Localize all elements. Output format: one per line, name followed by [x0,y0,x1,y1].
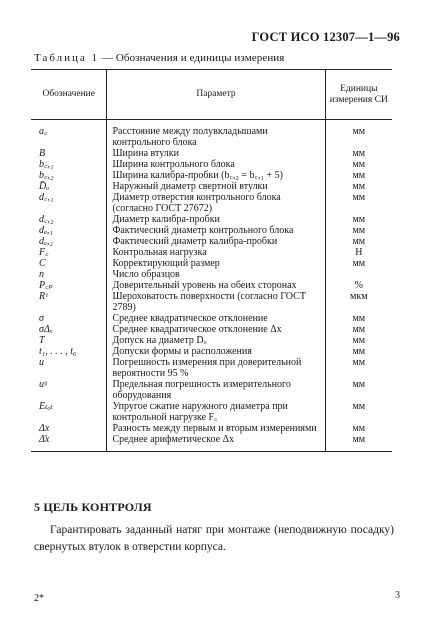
row-parameter: Шероховатость поверхности (согласно ГОСТ 2789) [107,291,325,313]
row-unit: мм [325,214,392,225]
row-unit: мм [325,159,392,170]
row-symbol: D̄ₒ [39,181,50,192]
row-symbol: B [39,148,46,159]
row-unit: мм [325,423,392,434]
table-row [31,434,392,452]
table-row [31,401,392,423]
page-number: 3 [395,590,400,601]
row-parameter: Диаметр отверстия контрольного блока (согласно ГОСТ 27672) [107,192,325,214]
row-parameter: Среднее арифметическое Δx [107,434,325,452]
table-row [31,159,392,170]
row-symbol: uᵍ [39,379,47,390]
row-symbol: F꜀ [39,247,49,258]
table-row [31,269,392,280]
row-parameter: Наружный диаметр свертной втулки [107,181,325,192]
row-unit: мкм [325,291,392,313]
row-parameter: Контрольная нагрузка [107,247,325,258]
row-unit: мм [325,225,392,236]
table-row [31,247,392,258]
column-header-symbol: Обозначение [31,70,107,120]
row-symbol: b꜀,₁ [39,159,54,170]
row-parameter: Ширина втулки [107,148,325,159]
table-row [31,258,392,269]
table-row [31,280,392,291]
table-row [31,379,392,401]
row-unit: мм [325,181,392,192]
row-symbol: Δx [39,423,50,434]
table-row [31,346,392,357]
row-symbol: T [39,335,45,346]
row-unit: мм [325,346,392,357]
row-parameter: Фактический диаметр калибра-пробки [107,236,325,247]
table-row [31,225,392,236]
section-title: 5 ЦЕЛЬ КОНТРОЛЯ [34,500,152,514]
section-body: Гарантировать заданный натяг при монтаже (неподвижную посадку) свернутых втулок в отверстии корпуса. [34,524,394,553]
table-row [31,181,392,192]
row-unit: мм [325,401,392,423]
footer-mark: 2* [34,593,44,604]
row-symbol: P꜀ₚ [39,280,53,291]
symbols-table [31,69,392,452]
table-caption-title: — Обозначения и единицы измерения [99,52,285,64]
column-header-units: Единицы измерения СИ [325,70,392,120]
row-symbol: b꜀,₂ [39,170,54,181]
table-header-row [31,70,392,120]
table-row [31,148,392,159]
table-row [31,324,392,335]
row-parameter: Допуск на диаметр Dₒ [107,335,325,346]
row-parameter: Ширина контрольного блока [107,159,325,170]
row-symbol: σ [39,313,44,324]
table-row [31,170,392,181]
row-unit [325,269,392,280]
row-symbol: σΔₓ [39,324,53,335]
row-symbol: Δ̄x [31,434,107,452]
table-row [31,236,392,247]
row-parameter: Ширина калибра-пробки (b꜀,₂ = b꜀,₁ + 5) [107,170,325,181]
row-symbol: n [39,269,44,280]
row-symbol: dₐ,₂ [39,236,53,247]
row-parameter: Корректирующий размер [107,258,325,269]
row-symbol: C [39,258,46,269]
row-symbol: Rᶻ [39,291,48,302]
row-symbol: t₁, . . . , t₆ [39,346,77,357]
table-row [31,192,392,214]
row-unit: мм [325,379,392,401]
row-symbol: u [39,357,44,368]
row-unit: мм [325,313,392,324]
row-parameter: Разность между первым и вторым измерениями [107,423,325,434]
row-symbol: Eₜₒₜ [39,401,53,412]
table-row [31,357,392,379]
row-unit: мм [325,324,392,335]
row-parameter: Допуски формы и расположения [107,346,325,357]
row-symbol: d꜀,₂ [39,214,54,225]
table-row [31,214,392,225]
row-parameter: Среднее квадратическое отклонение [107,313,325,324]
row-unit: мм [325,434,392,452]
table-row [31,291,392,313]
row-unit: % [325,280,392,291]
table-row [31,423,392,434]
row-unit: мм [325,192,392,214]
row-parameter: Погрешность измерения при доверительной вероятности 95 % [107,357,325,379]
table-body [31,120,392,452]
row-unit: мм [325,170,392,181]
column-header-parameter: Параметр [107,70,325,120]
row-symbol: a꜀ [39,126,48,137]
row-parameter: Упругое сжатие наружного диаметра при контрольной нагрузке F꜀ [107,401,325,423]
row-unit: мм [325,236,392,247]
row-parameter: Доверительный уровень на обеих сторонах [107,280,325,291]
row-unit: мм [325,120,392,149]
row-parameter: Число образцов [107,269,325,280]
row-symbol: dₐ,₁ [39,225,53,236]
row-symbol: d꜀,₁ [39,192,54,203]
row-unit: мм [325,357,392,379]
table-caption [34,52,284,64]
table-caption-number: Таблица 1 [34,52,100,64]
row-parameter: Фактический диаметр контрольного блока [107,225,325,236]
row-unit: мм [325,335,392,346]
table-row [31,120,392,149]
row-unit: мм [325,258,392,269]
row-parameter: Предельная погрешность измерительного оборудования [107,379,325,401]
row-parameter: Диаметр калибра-пробки [107,214,325,225]
table-row [31,313,392,324]
page-header: ГОСТ ИСО 12307—1—96 [251,30,400,44]
row-unit: Н [325,247,392,258]
row-parameter: Среднее квадратическое отклонение Δx [107,324,325,335]
row-unit: мм [325,148,392,159]
table-row [31,335,392,346]
row-parameter: Расстояние между полувкладышами контрольного блока [107,120,325,149]
